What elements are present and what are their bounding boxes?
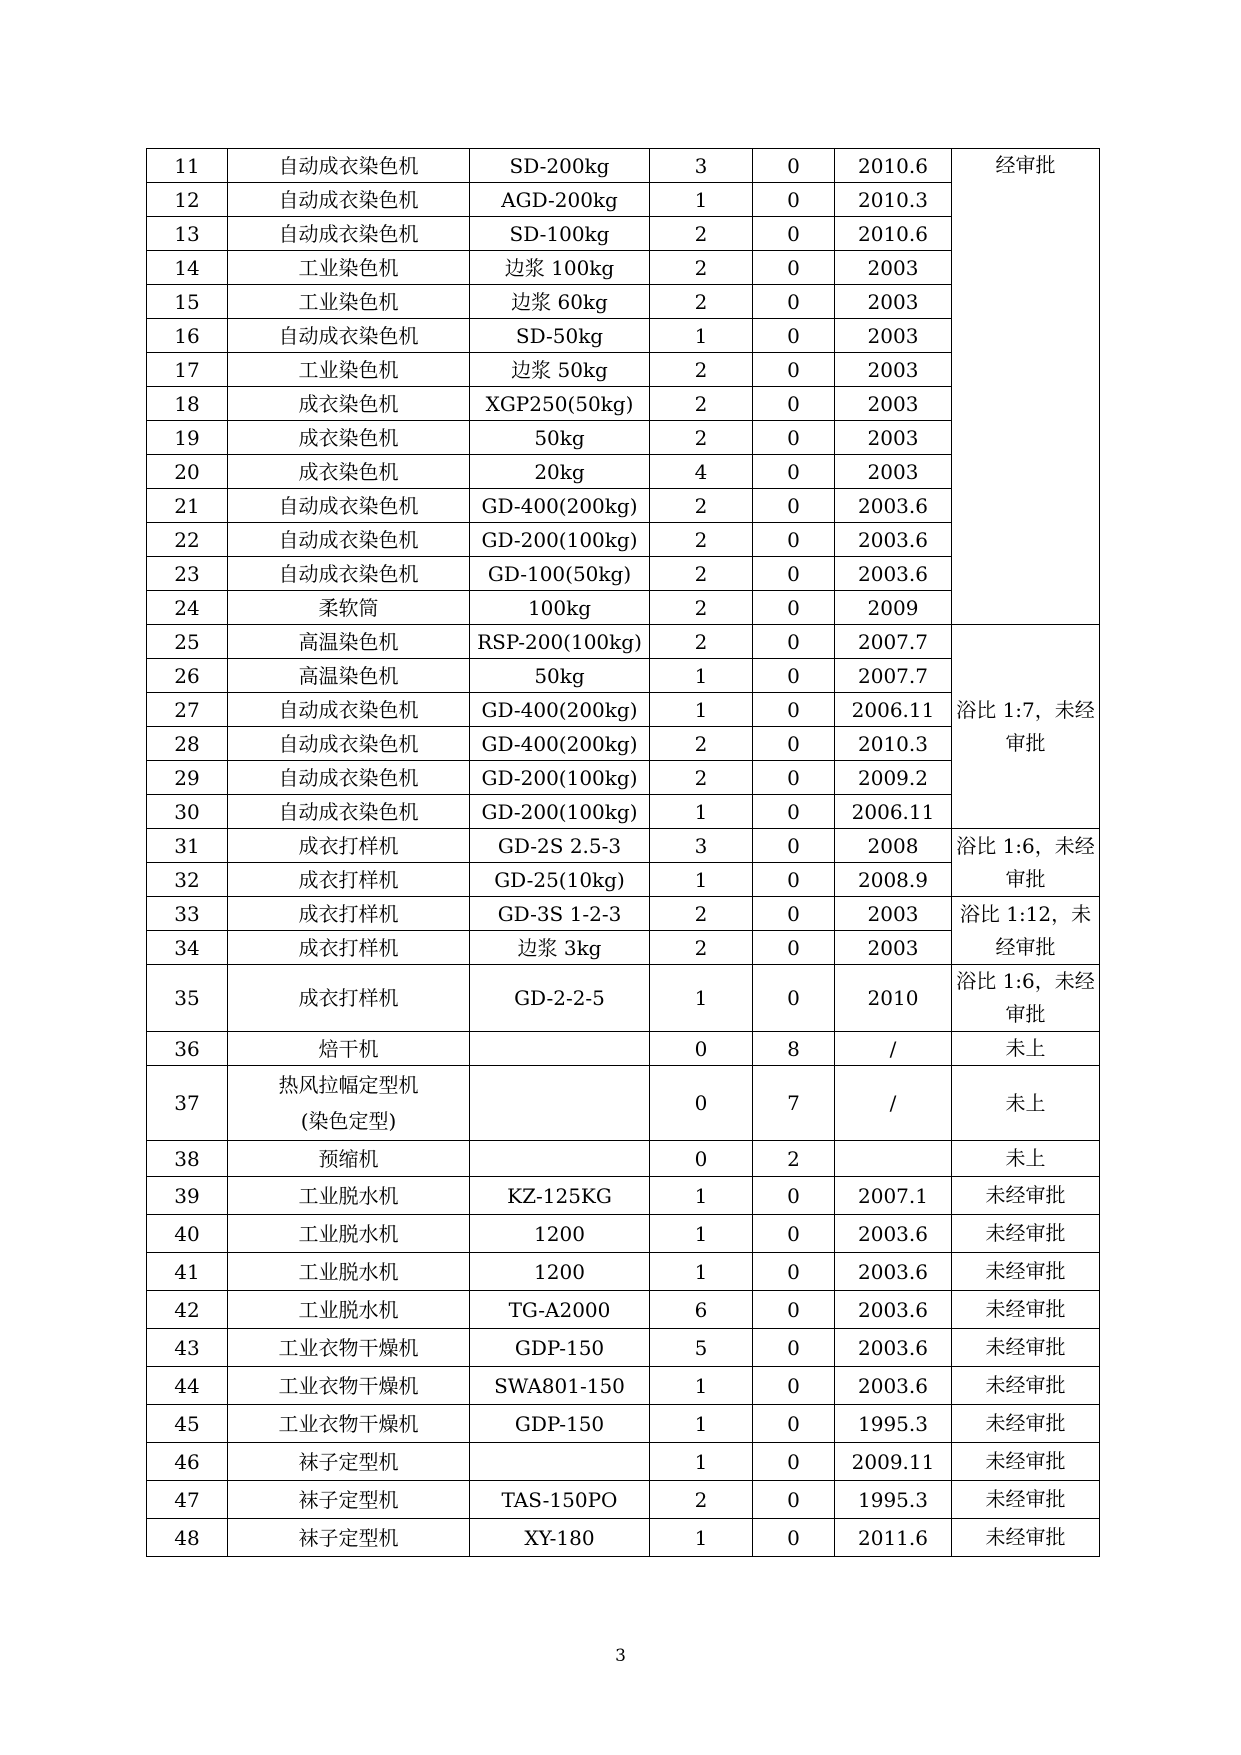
planned-quantity-cell: 0 <box>753 1367 835 1405</box>
equipment-name-cell: 成衣打样机 <box>228 863 470 897</box>
equipment-name-cell: 袜子定型机 <box>228 1519 470 1557</box>
model-cell: SD-50kg <box>470 319 650 353</box>
quantity-cell: 1 <box>650 1443 753 1481</box>
planned-quantity-cell: 0 <box>753 489 835 523</box>
planned-quantity-cell: 0 <box>753 659 835 693</box>
date-cell: 2009.2 <box>835 761 952 795</box>
planned-quantity-cell: 2 <box>753 1141 835 1177</box>
date-cell: 2003.6 <box>835 489 952 523</box>
row-number-cell: 19 <box>147 421 228 455</box>
model-cell: GDP-150 <box>470 1405 650 1443</box>
table-row <box>147 1405 1100 1443</box>
quantity-cell: 0 <box>650 1032 753 1066</box>
equipment-name-cell: 工业衣物干燥机 <box>228 1329 470 1367</box>
planned-quantity-cell: 0 <box>753 1519 835 1557</box>
row-number-cell: 25 <box>147 625 228 659</box>
table-row <box>147 1329 1100 1367</box>
quantity-cell: 2 <box>650 387 753 421</box>
page-number: 3 <box>615 1646 626 1666</box>
quantity-cell: 2 <box>650 897 753 931</box>
quantity-cell: 1 <box>650 693 753 727</box>
equipment-name-cell: 高温染色机 <box>228 625 470 659</box>
row-number-cell: 46 <box>147 1443 228 1481</box>
model-cell: XY-180 <box>470 1519 650 1557</box>
planned-quantity-cell: 0 <box>753 1215 835 1253</box>
date-cell: 2003.6 <box>835 1291 952 1329</box>
equipment-name-cell: 成衣染色机 <box>228 455 470 489</box>
date-cell: 2009.11 <box>835 1443 952 1481</box>
remark-cell: 未经审批 <box>952 1481 1100 1519</box>
remark-cell: 浴比 1:6，未经审批 <box>952 965 1100 1032</box>
table-row <box>147 149 1100 183</box>
planned-quantity-cell: 0 <box>753 523 835 557</box>
remark-cell: 未经审批 <box>952 1519 1100 1557</box>
table-row <box>147 625 1100 659</box>
date-cell: 2003 <box>835 455 952 489</box>
quantity-cell: 4 <box>650 455 753 489</box>
model-cell: GD-2-2-5 <box>470 965 650 1032</box>
row-number-cell: 41 <box>147 1253 228 1291</box>
table-row <box>147 1291 1100 1329</box>
model-cell: GD-100(50kg) <box>470 557 650 591</box>
model-cell: SD-200kg <box>470 149 650 183</box>
equipment-name-cell: 工业染色机 <box>228 353 470 387</box>
date-cell: 2003 <box>835 285 952 319</box>
model-cell <box>470 1443 650 1481</box>
date-cell: 2010.6 <box>835 149 952 183</box>
remark-cell: 未经审批 <box>952 1405 1100 1443</box>
model-cell: GD-2S 2.5-3 <box>470 829 650 863</box>
date-cell: 2008.9 <box>835 863 952 897</box>
quantity-cell: 1 <box>650 795 753 829</box>
planned-quantity-cell: 0 <box>753 795 835 829</box>
equipment-name-cell: 自动成衣染色机 <box>228 217 470 251</box>
model-cell: KZ-125KG <box>470 1177 650 1215</box>
equipment-name-cell: 成衣打样机 <box>228 931 470 965</box>
remark-cell: 未经审批 <box>952 1215 1100 1253</box>
equipment-name-cell: 自动成衣染色机 <box>228 693 470 727</box>
model-cell: 边浆 50kg <box>470 353 650 387</box>
table-row <box>147 965 1100 1032</box>
row-number-cell: 28 <box>147 727 228 761</box>
equipment-name-cell: 袜子定型机 <box>228 1443 470 1481</box>
remark-cell: 浴比 1:6，未经审批 <box>952 829 1100 897</box>
row-number-cell: 17 <box>147 353 228 387</box>
quantity-cell: 2 <box>650 523 753 557</box>
model-cell: RSP-200(100kg) <box>470 625 650 659</box>
quantity-cell: 2 <box>650 251 753 285</box>
model-cell: 50kg <box>470 421 650 455</box>
table-row <box>147 897 1100 931</box>
quantity-cell: 2 <box>650 353 753 387</box>
equipment-name-cell: 自动成衣染色机 <box>228 727 470 761</box>
equipment-table <box>146 148 1100 1557</box>
date-cell: 2011.6 <box>835 1519 952 1557</box>
row-number-cell: 22 <box>147 523 228 557</box>
date-cell: 2003 <box>835 251 952 285</box>
row-number-cell: 26 <box>147 659 228 693</box>
planned-quantity-cell: 0 <box>753 183 835 217</box>
remark-cell: 浴比 1:7，未经审批 <box>952 625 1100 829</box>
date-cell: 2003.6 <box>835 1215 952 1253</box>
model-cell: GD-200(100kg) <box>470 795 650 829</box>
date-cell: 2009 <box>835 591 952 625</box>
date-cell: 2006.11 <box>835 693 952 727</box>
planned-quantity-cell: 0 <box>753 149 835 183</box>
model-cell <box>470 1066 650 1141</box>
planned-quantity-cell: 0 <box>753 217 835 251</box>
planned-quantity-cell: 0 <box>753 1405 835 1443</box>
quantity-cell: 2 <box>650 727 753 761</box>
equipment-name-cell: 工业脱水机 <box>228 1215 470 1253</box>
date-cell: 2006.11 <box>835 795 952 829</box>
quantity-cell: 3 <box>650 149 753 183</box>
date-cell: 2010.3 <box>835 727 952 761</box>
row-number-cell: 24 <box>147 591 228 625</box>
quantity-cell: 2 <box>650 1481 753 1519</box>
equipment-name-cell: 柔软筒 <box>228 591 470 625</box>
quantity-cell: 2 <box>650 285 753 319</box>
row-number-cell: 20 <box>147 455 228 489</box>
quantity-cell: 2 <box>650 421 753 455</box>
quantity-cell: 6 <box>650 1291 753 1329</box>
equipment-name-cell: 袜子定型机 <box>228 1481 470 1519</box>
table-row <box>147 1481 1100 1519</box>
equipment-name-cell: 工业脱水机 <box>228 1291 470 1329</box>
row-number-cell: 13 <box>147 217 228 251</box>
quantity-cell: 1 <box>650 1215 753 1253</box>
planned-quantity-cell: 0 <box>753 1481 835 1519</box>
model-cell: GD-200(100kg) <box>470 761 650 795</box>
row-number-cell: 11 <box>147 149 228 183</box>
equipment-name-cell: 焙干机 <box>228 1032 470 1066</box>
equipment-name-cell: 成衣染色机 <box>228 421 470 455</box>
model-cell: GD-400(200kg) <box>470 489 650 523</box>
model-cell: XGP250(50kg) <box>470 387 650 421</box>
model-cell: 100kg <box>470 591 650 625</box>
row-number-cell: 38 <box>147 1141 228 1177</box>
planned-quantity-cell: 0 <box>753 421 835 455</box>
planned-quantity-cell: 0 <box>753 557 835 591</box>
date-cell: 2007.7 <box>835 625 952 659</box>
table-row <box>147 1032 1100 1066</box>
date-cell: 2003 <box>835 421 952 455</box>
date-cell: 2007.1 <box>835 1177 952 1215</box>
row-number-cell: 15 <box>147 285 228 319</box>
table-row <box>147 1367 1100 1405</box>
row-number-cell: 45 <box>147 1405 228 1443</box>
model-cell: SWA801-150 <box>470 1367 650 1405</box>
row-number-cell: 43 <box>147 1329 228 1367</box>
equipment-name-cell: 工业衣物干燥机 <box>228 1367 470 1405</box>
model-cell: 边浆 3kg <box>470 931 650 965</box>
table-row <box>147 829 1100 863</box>
table-row <box>147 1443 1100 1481</box>
remark-cell: 未经审批 <box>952 1329 1100 1367</box>
quantity-cell: 3 <box>650 829 753 863</box>
quantity-cell: 5 <box>650 1329 753 1367</box>
planned-quantity-cell: 0 <box>753 1291 835 1329</box>
date-cell: 2007.7 <box>835 659 952 693</box>
quantity-cell: 1 <box>650 1177 753 1215</box>
row-number-cell: 34 <box>147 931 228 965</box>
date-cell: 2008 <box>835 829 952 863</box>
equipment-name-cell: 成衣打样机 <box>228 897 470 931</box>
row-number-cell: 33 <box>147 897 228 931</box>
planned-quantity-cell: 0 <box>753 387 835 421</box>
row-number-cell: 12 <box>147 183 228 217</box>
date-cell: / <box>835 1032 952 1066</box>
date-cell: 2003 <box>835 897 952 931</box>
equipment-name-cell: 自动成衣染色机 <box>228 149 470 183</box>
row-number-cell: 23 <box>147 557 228 591</box>
row-number-cell: 48 <box>147 1519 228 1557</box>
model-cell: GDP-150 <box>470 1329 650 1367</box>
remark-cell: 经审批 <box>952 149 1100 625</box>
remark-cell: 未经审批 <box>952 1367 1100 1405</box>
table-row <box>147 1519 1100 1557</box>
planned-quantity-cell: 0 <box>753 897 835 931</box>
equipment-name-cell: 成衣打样机 <box>228 829 470 863</box>
planned-quantity-cell: 0 <box>753 863 835 897</box>
planned-quantity-cell: 0 <box>753 1177 835 1215</box>
date-cell: 2003.6 <box>835 1367 952 1405</box>
date-cell: 2003.6 <box>835 1253 952 1291</box>
quantity-cell: 2 <box>650 931 753 965</box>
quantity-cell: 1 <box>650 659 753 693</box>
planned-quantity-cell: 0 <box>753 251 835 285</box>
row-number-cell: 39 <box>147 1177 228 1215</box>
date-cell: 2010 <box>835 965 952 1032</box>
date-cell: 2010.3 <box>835 183 952 217</box>
row-number-cell: 40 <box>147 1215 228 1253</box>
planned-quantity-cell: 0 <box>753 319 835 353</box>
date-cell: 2003 <box>835 319 952 353</box>
equipment-table-body <box>147 149 1100 1557</box>
row-number-cell: 44 <box>147 1367 228 1405</box>
planned-quantity-cell: 0 <box>753 829 835 863</box>
row-number-cell: 16 <box>147 319 228 353</box>
planned-quantity-cell: 0 <box>753 931 835 965</box>
remark-cell: 未上 <box>952 1032 1100 1066</box>
quantity-cell: 0 <box>650 1141 753 1177</box>
model-cell: TAS-150PO <box>470 1481 650 1519</box>
model-cell: TG-A2000 <box>470 1291 650 1329</box>
equipment-name-cell: 自动成衣染色机 <box>228 489 470 523</box>
equipment-name-cell: 热风拉幅定型机 (染色定型) <box>228 1066 470 1141</box>
row-number-cell: 32 <box>147 863 228 897</box>
remark-cell: 未上 <box>952 1141 1100 1177</box>
quantity-cell: 1 <box>650 1519 753 1557</box>
equipment-name-cell: 高温染色机 <box>228 659 470 693</box>
model-cell: GD-25(10kg) <box>470 863 650 897</box>
quantity-cell: 2 <box>650 489 753 523</box>
date-cell: 2010.6 <box>835 217 952 251</box>
row-number-cell: 18 <box>147 387 228 421</box>
table-row <box>147 1253 1100 1291</box>
quantity-cell: 2 <box>650 217 753 251</box>
quantity-cell: 1 <box>650 1367 753 1405</box>
equipment-name-cell: 自动成衣染色机 <box>228 523 470 557</box>
table-row <box>147 1141 1100 1177</box>
model-cell: 边浆 100kg <box>470 251 650 285</box>
model-cell <box>470 1032 650 1066</box>
model-cell: AGD-200kg <box>470 183 650 217</box>
table-row <box>147 1066 1100 1141</box>
date-cell: 2003.6 <box>835 1329 952 1367</box>
equipment-name-cell: 工业染色机 <box>228 285 470 319</box>
row-number-cell: 14 <box>147 251 228 285</box>
model-cell <box>470 1141 650 1177</box>
planned-quantity-cell: 0 <box>753 591 835 625</box>
model-cell: GD-200(100kg) <box>470 523 650 557</box>
model-cell: 1200 <box>470 1253 650 1291</box>
date-cell: 2003 <box>835 387 952 421</box>
equipment-name-cell: 自动成衣染色机 <box>228 183 470 217</box>
date-cell <box>835 1141 952 1177</box>
date-cell: 1995.3 <box>835 1481 952 1519</box>
remark-cell: 未经审批 <box>952 1253 1100 1291</box>
date-cell: 2003.6 <box>835 523 952 557</box>
quantity-cell: 1 <box>650 965 753 1032</box>
planned-quantity-cell: 0 <box>753 1443 835 1481</box>
date-cell: / <box>835 1066 952 1141</box>
planned-quantity-cell: 0 <box>753 455 835 489</box>
equipment-name-cell: 工业染色机 <box>228 251 470 285</box>
model-cell: 20kg <box>470 455 650 489</box>
equipment-name-cell: 预缩机 <box>228 1141 470 1177</box>
equipment-name-cell: 成衣染色机 <box>228 387 470 421</box>
model-cell: 1200 <box>470 1215 650 1253</box>
model-cell: 50kg <box>470 659 650 693</box>
remark-cell: 未经审批 <box>952 1291 1100 1329</box>
planned-quantity-cell: 8 <box>753 1032 835 1066</box>
remark-cell: 未经审批 <box>952 1443 1100 1481</box>
planned-quantity-cell: 0 <box>753 761 835 795</box>
equipment-name-cell: 工业衣物干燥机 <box>228 1405 470 1443</box>
quantity-cell: 2 <box>650 761 753 795</box>
equipment-name-cell: 自动成衣染色机 <box>228 319 470 353</box>
quantity-cell: 2 <box>650 557 753 591</box>
planned-quantity-cell: 0 <box>753 1253 835 1291</box>
equipment-name-cell: 工业脱水机 <box>228 1177 470 1215</box>
quantity-cell: 1 <box>650 1253 753 1291</box>
row-number-cell: 37 <box>147 1066 228 1141</box>
row-number-cell: 42 <box>147 1291 228 1329</box>
quantity-cell: 1 <box>650 863 753 897</box>
quantity-cell: 2 <box>650 625 753 659</box>
row-number-cell: 36 <box>147 1032 228 1066</box>
row-number-cell: 27 <box>147 693 228 727</box>
equipment-name-cell: 成衣打样机 <box>228 965 470 1032</box>
table-row <box>147 1215 1100 1253</box>
equipment-name-cell: 自动成衣染色机 <box>228 557 470 591</box>
equipment-name-cell: 工业脱水机 <box>228 1253 470 1291</box>
table-row <box>147 1177 1100 1215</box>
quantity-cell: 1 <box>650 1405 753 1443</box>
model-cell: GD-3S 1-2-3 <box>470 897 650 931</box>
equipment-name-cell: 自动成衣染色机 <box>228 795 470 829</box>
planned-quantity-cell: 0 <box>753 353 835 387</box>
row-number-cell: 29 <box>147 761 228 795</box>
date-cell: 2003 <box>835 353 952 387</box>
model-cell: GD-400(200kg) <box>470 727 650 761</box>
row-number-cell: 30 <box>147 795 228 829</box>
remark-cell: 浴比 1:12，未经审批 <box>952 897 1100 965</box>
model-cell: GD-400(200kg) <box>470 693 650 727</box>
planned-quantity-cell: 0 <box>753 727 835 761</box>
remark-cell: 未上 <box>952 1066 1100 1141</box>
planned-quantity-cell: 0 <box>753 965 835 1032</box>
quantity-cell: 1 <box>650 183 753 217</box>
planned-quantity-cell: 7 <box>753 1066 835 1141</box>
remark-cell: 未经审批 <box>952 1177 1100 1215</box>
row-number-cell: 31 <box>147 829 228 863</box>
row-number-cell: 35 <box>147 965 228 1032</box>
planned-quantity-cell: 0 <box>753 693 835 727</box>
model-cell: SD-100kg <box>470 217 650 251</box>
quantity-cell: 0 <box>650 1066 753 1141</box>
date-cell: 2003 <box>835 931 952 965</box>
planned-quantity-cell: 0 <box>753 1329 835 1367</box>
model-cell: 边浆 60kg <box>470 285 650 319</box>
date-cell: 1995.3 <box>835 1405 952 1443</box>
quantity-cell: 2 <box>650 591 753 625</box>
equipment-name-cell: 自动成衣染色机 <box>228 761 470 795</box>
date-cell: 2003.6 <box>835 557 952 591</box>
planned-quantity-cell: 0 <box>753 625 835 659</box>
row-number-cell: 47 <box>147 1481 228 1519</box>
quantity-cell: 1 <box>650 319 753 353</box>
planned-quantity-cell: 0 <box>753 285 835 319</box>
row-number-cell: 21 <box>147 489 228 523</box>
